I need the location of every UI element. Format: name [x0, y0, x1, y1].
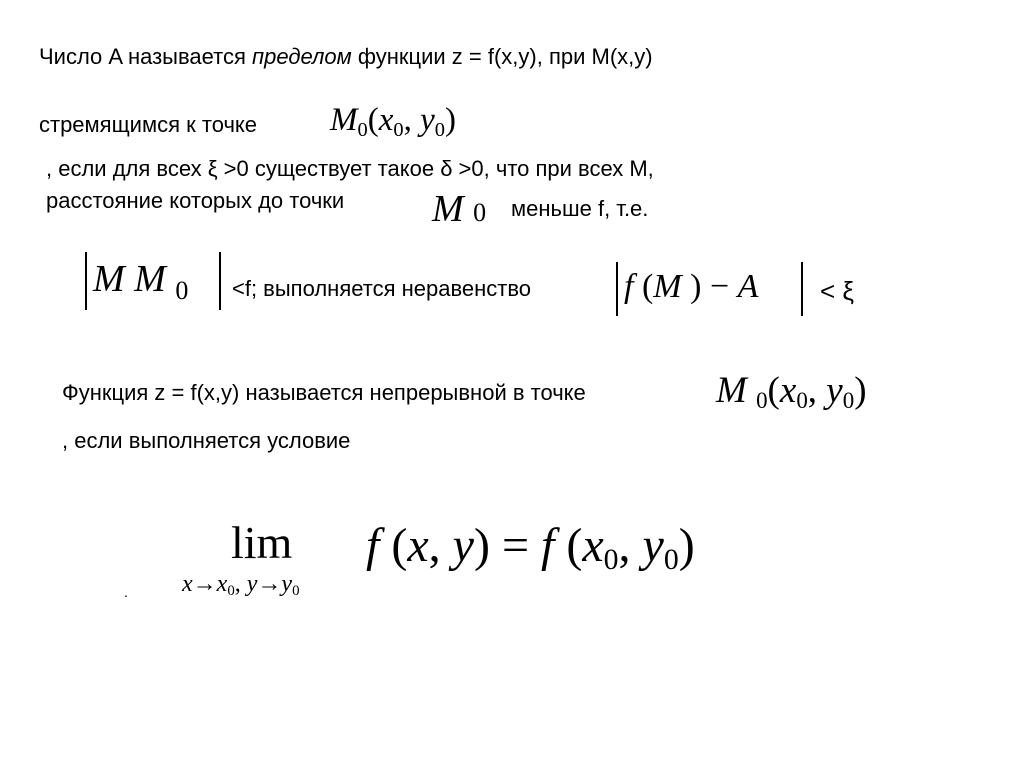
math-paren: ) — [473, 519, 490, 572]
math-symbol: x — [582, 519, 604, 572]
formula-M0 — [432, 190, 486, 228]
math-symbol: M — [716, 370, 747, 411]
limit-definition-line4-end: меньше f, т.е. — [511, 196, 649, 221]
math-subscript: 0 — [227, 583, 235, 600]
math-comma: , — [618, 519, 631, 572]
math-paren: ) — [444, 102, 456, 138]
limit-term: пределом — [252, 44, 352, 69]
math-symbol: M — [134, 258, 166, 300]
math-symbol: y — [642, 519, 664, 572]
math-subscript: 0 — [357, 118, 368, 141]
limit-definition-line3: , если для всех ξ >0 существует такое δ >0, что при всех M, — [46, 156, 654, 181]
math-symbol: f — [366, 519, 380, 572]
math-symbol: x — [182, 571, 193, 597]
math-comma: , — [234, 571, 241, 597]
math-equals: = — [501, 519, 530, 572]
math-comma: , — [403, 102, 412, 138]
text-segment: функции z = f(x,y), при M(x,y) — [351, 44, 653, 69]
math-paren: ( — [641, 268, 654, 305]
math-paren: ) — [854, 370, 867, 411]
math-paren: ) — [690, 268, 702, 305]
formula-M0-x0-y0 — [330, 102, 456, 141]
formula-M0-x0-y0-2 — [716, 370, 867, 414]
trailing-dot: . — [124, 584, 128, 600]
math-symbol: f — [624, 268, 634, 305]
math-subscript: 0 — [473, 198, 487, 227]
math-symbol: y — [420, 102, 435, 138]
math-subscript: 0 — [663, 543, 679, 577]
math-subscript: 0 — [434, 118, 445, 141]
lim-operator: lim — [231, 517, 293, 568]
math-paren: ( — [367, 102, 379, 138]
math-symbol: M — [330, 102, 358, 138]
math-subscript: 0 — [292, 583, 300, 600]
abs-bar-left — [85, 252, 87, 310]
text-segment: Число A называется — [39, 44, 253, 69]
continuity-formula — [366, 519, 695, 577]
math-symbol: M — [653, 268, 682, 305]
abs-bar-left-2 — [616, 262, 618, 316]
math-symbol: M — [432, 188, 464, 230]
math-paren: ) — [678, 519, 695, 572]
math-arrow: → — [192, 571, 217, 597]
math-subscript: 0 — [393, 118, 404, 141]
abs-bar-right — [219, 252, 221, 310]
limit-definition-line4: расстояние которых до точки — [46, 188, 345, 213]
math-subscript: 0 — [175, 276, 189, 305]
math-symbol: y — [452, 519, 474, 572]
math-symbol: y — [281, 571, 293, 597]
math-subscript: 0 — [756, 388, 768, 414]
math-symbol: x — [779, 370, 797, 411]
math-paren: ( — [767, 370, 780, 411]
math-subscript: 0 — [603, 543, 619, 577]
math-subscript: 0 — [796, 388, 808, 414]
math-symbol: f — [541, 519, 555, 572]
math-subscript: 0 — [842, 388, 855, 414]
math-symbol: y — [826, 370, 843, 411]
math-symbol: x — [378, 102, 394, 138]
inequality-end: < ξ — [820, 276, 855, 306]
formula-MM0 — [93, 258, 189, 305]
lim-subscript — [182, 571, 300, 600]
limit-definition-line2: стремящимся к точке — [39, 112, 258, 137]
math-symbol: A — [737, 268, 759, 305]
math-paren: ( — [391, 519, 408, 572]
math-comma: , — [428, 519, 441, 572]
math-minus: − — [709, 268, 730, 305]
math-symbol: M — [93, 258, 125, 300]
inequality-text: <f; выполняется неравенство — [232, 276, 532, 301]
continuity-definition-line1: Функция z = f(x,y) называется непрерывной в точке — [62, 380, 586, 405]
math-symbol: x — [407, 519, 429, 572]
abs-bar-right-2 — [801, 262, 803, 316]
continuity-definition-line2: , если выполняется условие — [62, 428, 351, 453]
math-symbol: x — [216, 571, 228, 597]
math-paren: ( — [566, 519, 583, 572]
math-comma: , — [807, 370, 818, 411]
math-arrow: → — [257, 571, 282, 597]
limit-definition-line1 — [39, 44, 653, 70]
formula-fM-minus-A — [624, 270, 758, 304]
math-symbol: y — [246, 571, 258, 597]
